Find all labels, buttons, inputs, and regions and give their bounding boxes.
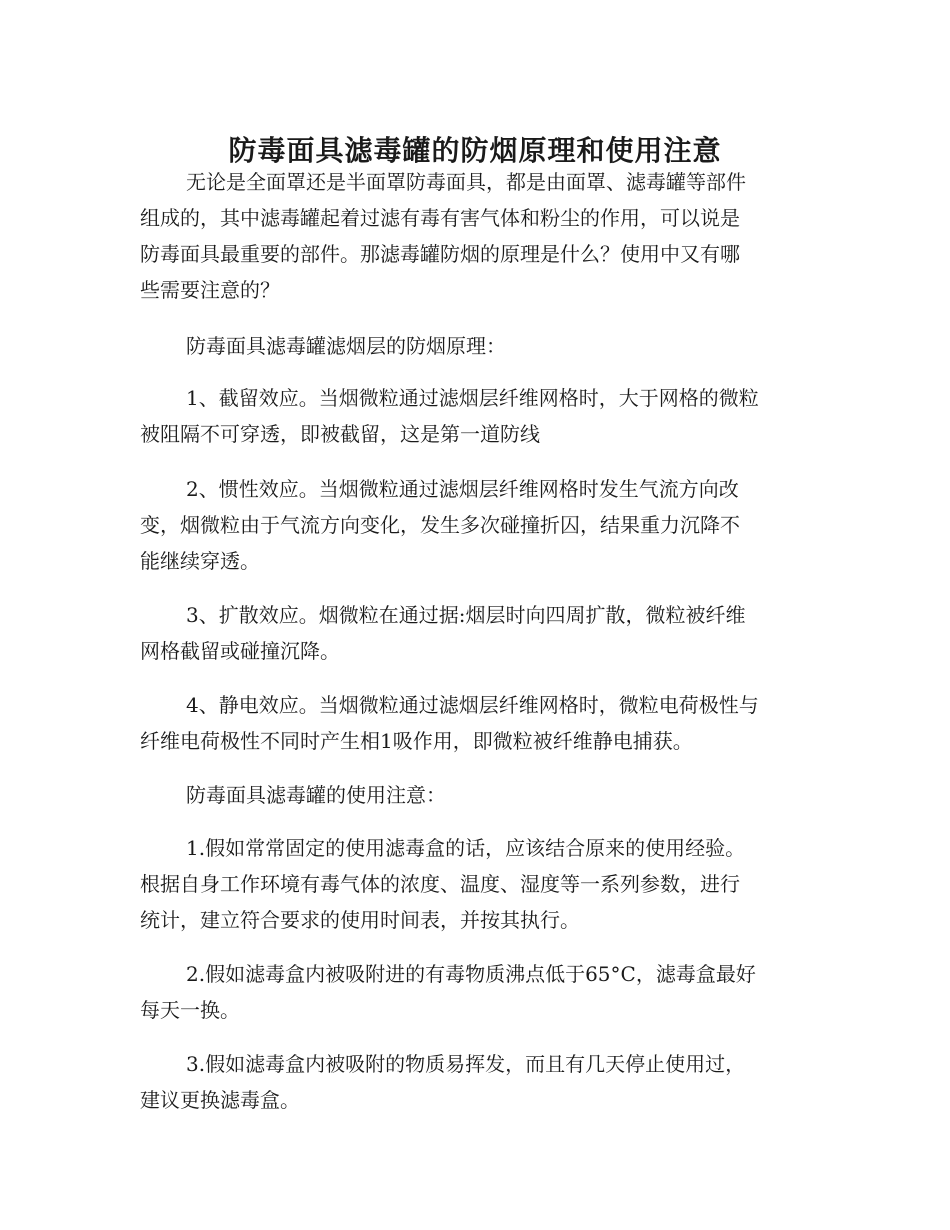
text-line: 建议更换滤毒盒。 xyxy=(140,1088,300,1112)
text-line: 组成的，其中滤毒罐起着过滤有毒有害气体和粉尘的作用，可以说是 xyxy=(140,206,740,230)
text-line: 统计，建立符合要求的使用时间表，并按其执行。 xyxy=(140,908,580,932)
text-line: 3、扩散效应。烟微粒在通过据:烟层时向四周扩散，微粒被纤维 xyxy=(186,603,746,627)
usage-note xyxy=(140,1046,820,1118)
text-line: 变，烟微粒由于气流方向变化，发生多次碰撞折囚，结果重力沉降不 xyxy=(140,513,740,537)
text-line: 网格截留或碰撞沉降。 xyxy=(140,639,340,663)
text-line: 根据自身工作环境有毒气体的浓度、温度、湿度等一系列参数，进行 xyxy=(140,872,740,896)
text-line: 2、惯性效应。当烟微粒通过滤烟层纤维网格时发生气流方向改 xyxy=(186,477,739,501)
text-line: 被阻隔不可穿透，即被截留，这是第一道防线 xyxy=(140,422,540,446)
text-line: 能继续穿透。 xyxy=(140,549,260,573)
text-line: 纤维电荷极性不同时产生相1吸作用，即微粒被纤维静电捕获。 xyxy=(140,729,693,753)
text-line: 每天一换。 xyxy=(140,998,240,1022)
principle-item xyxy=(140,597,820,669)
usage-note xyxy=(140,830,820,938)
text-line: 1、截留效应。当烟微粒通过滤烟层纤维网格时，大于网格的微粒 xyxy=(186,386,759,410)
principle-item xyxy=(140,687,820,759)
section-heading-principles xyxy=(140,328,820,364)
text-line: 1.假如常常固定的使用滤毒盒的话，应该结合原来的使用经验。 xyxy=(186,836,746,860)
text-line: 防毒面具滤毒罐滤烟层的防烟原理： xyxy=(186,334,506,358)
text-line: 无论是全面罩还是半面罩防毒面具，都是由面罩、滤毒罐等部件 xyxy=(186,170,746,194)
text-line: 些需要注意的？ xyxy=(140,278,280,302)
text-line: 2.假如滤毒盒内被吸附进的有毒物质沸点低于65°C，滤毒盒最好 xyxy=(186,962,756,986)
text-line: 4、静电效应。当烟微粒通过滤烟层纤维网格时，微粒电荷极性与 xyxy=(186,693,759,717)
intro-paragraph xyxy=(140,164,820,308)
document-title: 防毒面具滤毒罐的防烟原理和使用注意 xyxy=(228,133,722,167)
principle-item xyxy=(140,380,820,452)
text-line: 防毒面具最重要的部件。那滤毒罐防烟的原理是什么？使用中又有哪 xyxy=(140,242,740,266)
section-heading-usage xyxy=(140,777,820,813)
text-line: 防毒面具滤毒罐的使用注意： xyxy=(186,783,446,807)
usage-note xyxy=(140,956,820,1028)
principle-item xyxy=(140,471,820,579)
text-line: 3.假如滤毒盒内被吸附的物质易挥发，而且有几天停止使用过， xyxy=(186,1052,746,1076)
